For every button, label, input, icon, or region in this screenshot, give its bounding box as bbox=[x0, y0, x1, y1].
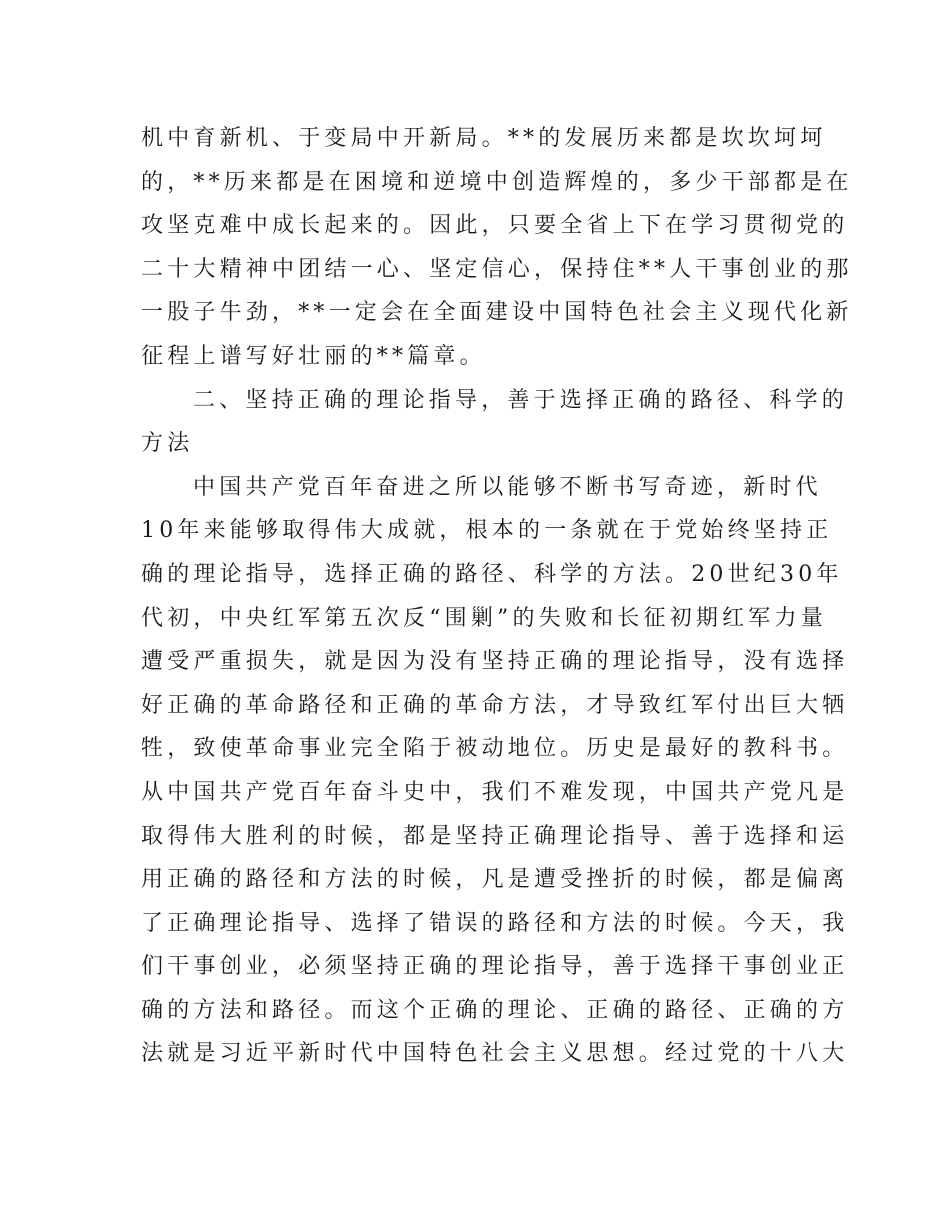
text-line: 确的理论指导，选择正确的路径、科学的方法。20世纪30年 bbox=[141, 561, 843, 587]
text-line: 法就是习近平新时代中国特色社会主义思想。经过党的十八大 bbox=[141, 1041, 849, 1067]
text-line: 们干事创业，必须坚持正确的理论指导，善于选择干事创业正 bbox=[141, 954, 849, 980]
text-line: 取得伟大胜利的时候，都是坚持正确理论指导、善于选择和运 bbox=[141, 823, 849, 849]
text-line: 用正确的路径和方法的时候，凡是遭受挫折的时候，都是偏离 bbox=[141, 867, 849, 893]
text-line: 好正确的革命路径和正确的革命方法，才导致红军付出巨大牺 bbox=[141, 692, 849, 718]
text-line: 遭受严重损失，就是因为没有坚持正确的理论指导，没有选择 bbox=[141, 649, 849, 675]
text-line: 牲，致使革命事业完全陷于被动地位。历史是最好的教科书。 bbox=[141, 736, 849, 762]
heading-line: 二、坚持正确的理论指导，善于选择正确的路径、科学的 bbox=[193, 387, 849, 413]
text-line: 中国共产党百年奋进之所以能够不断书写奇迹，新时代 bbox=[193, 474, 822, 500]
text-line: 从中国共产党百年奋斗史中，我们不难发现，中国共产党凡是 bbox=[141, 779, 849, 805]
body-text bbox=[141, 117, 853, 1076]
text-line: 机中育新机、于变局中开新局。**的发展历来都是坎坎坷坷 bbox=[141, 126, 827, 151]
text-line: 二十大精神中团结一心、坚定信心，保持住**人干事创业的那 bbox=[141, 256, 853, 282]
paragraph-body bbox=[141, 466, 849, 1076]
text-line: 攻坚克难中成长起来的。因此，只要全省上下在学习贯彻党的 bbox=[141, 213, 849, 239]
paragraph-continuation bbox=[141, 117, 853, 379]
text-line: 确的方法和路径。而这个正确的理论、正确的路径、正确的方 bbox=[141, 997, 849, 1023]
text-line: 征程上谱写好壮丽的**篇章。 bbox=[141, 343, 486, 369]
text-line: 一股子牛劲，**一定会在全面建设中国特色社会主义现代化新 bbox=[141, 300, 853, 326]
heading-line: 方法 bbox=[141, 431, 194, 457]
text-line: 了正确理论指导、选择了错误的路径和方法的时候。今天，我 bbox=[141, 910, 849, 936]
text-line: 10年来能够取得伟大成就，根本的一条就在于党始终坚持正 bbox=[141, 518, 833, 544]
section-heading bbox=[141, 379, 849, 466]
text-line: 代初，中央红军第五次反“围剿”的失败和长征初期红军力量 bbox=[141, 605, 827, 631]
text-line: 的，**历来都是在困境和逆境中创造辉煌的，多少干部都是在 bbox=[141, 169, 853, 195]
